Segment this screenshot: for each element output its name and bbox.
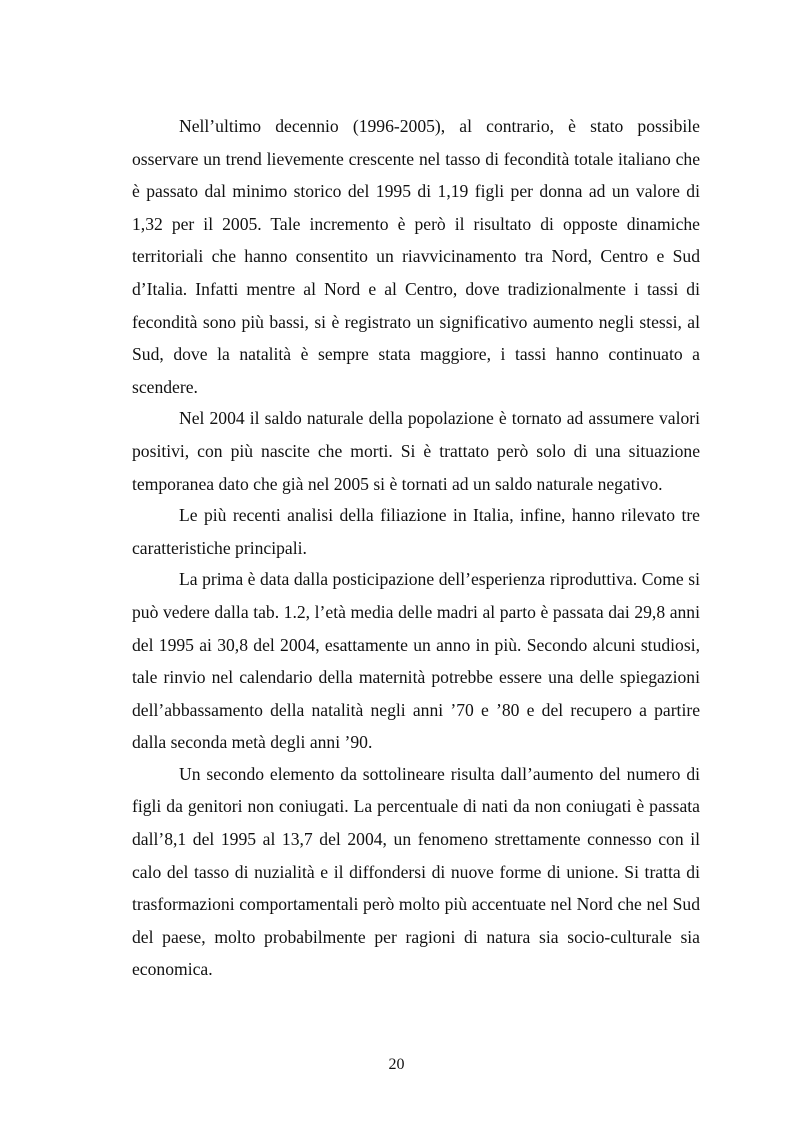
paragraph-fertility-trend: Nell’ultimo decennio (1996-2005), al contrario, è stato possibile osservare un trend lievemente crescente nel tasso di fecondità totale italiano che è passato dal minimo storico del 1995 di 1,19 figli per donna ad un valore di 1,32 per il 2005. Tale incremento è però il risultato di opposte dinamiche territoriali che hanno consentito un riavvicinamento tra Nord, Centro e Sud d’Italia. Infatti mentre al Nord e al Centro, dove tradizionalmente i tassi di fecondità sono più bassi, si è registrato un significativo aumento negli stessi, al Sud, dove la natalità è sempre stata maggiore, i tassi hanno continuato a scendere. [132,116,700,397]
paragraph-natural-balance: Nel 2004 il saldo naturale della popolazione è tornato ad assumere valori positivi, con più nascite che morti. Si è trattato però solo di una situazione temporanea dato che già nel 2005 si è tornati ad un saldo naturale negativo. [132,408,700,494]
page-number: 20 [388,1056,405,1073]
paragraph-postponement: La prima è data dalla posticipazione dell’esperienza riproduttiva. Come si può vedere dalla tab. 1.2, l’età media delle madri al parto è passata dai 29,8 anni del 1995 ai 30,8 del 2004, esattamente un anno in più. Secondo alcuni studiosi, tale rinvio nel calendario della maternità potrebbe essere una delle spiegazioni dell’abbassamento della natalità negli anni ’70 e ’80 e del recupero a partire dalla seconda metà degli anni ’90. [132,569,700,753]
paragraph-recent-analyses: Le più recenti analisi della filiazione in Italia, infine, hanno rilevato tre caratteristiche principali. [132,505,700,558]
document-body [132,110,700,985]
paragraph-unmarried-parents: Un secondo elemento da sottolineare risulta dall’aumento del numero di figli da genitori non coniugati. La percentuale di nati da non coniugati è passata dall’8,1 del 1995 al 13,7 del 2004, un fenomeno strettamente connesso con il calo del tasso di nuzialità e il diffondersi di nuove forme di unione. Si tratta di trasformazioni comportamentali però molto più accentuate nel Nord che nel Sud del paese, molto probabilmente per ragioni di natura sia socio-culturale sia economica. [132,763,700,980]
